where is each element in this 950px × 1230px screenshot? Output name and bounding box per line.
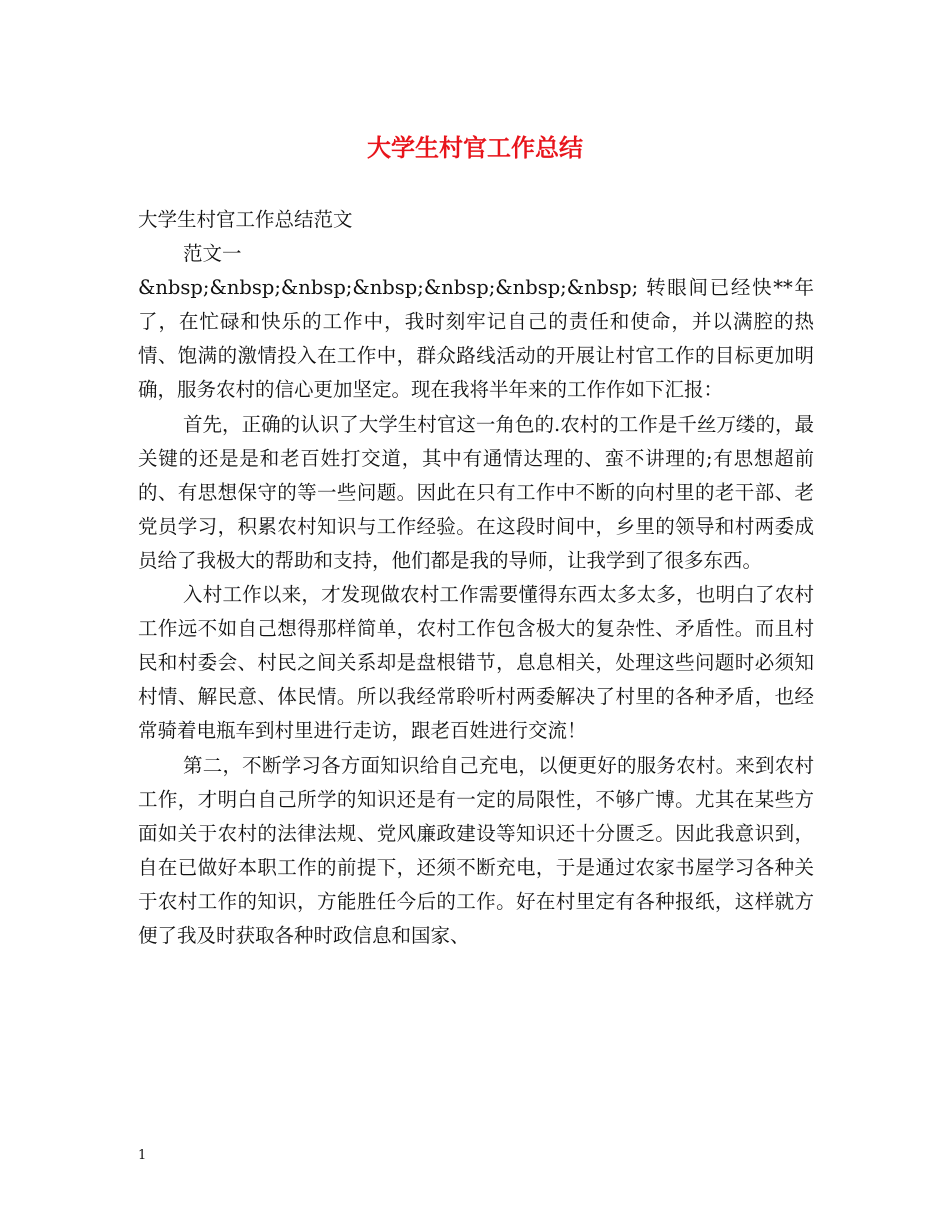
paragraph-2: 首先，正确的认识了大学生村官这一角色的.农村的工作是千丝万缕的，最关键的还是是和老百姓打交道，其中有通情达理的、蛮不讲理的;有思想超前的、有思想保守的等一些问题。因此在只有工作中不断的向村里的老干部、老党员学习，积累农村知识与工作经验。在这段时间中，乡里的领导和村两委成员给了我极大的帮助和支持，他们都是我的导师，让我学到了很多东西。 — [138, 412, 814, 572]
document-body — [138, 203, 814, 953]
section-label: 范文一 — [183, 242, 242, 266]
paragraph-3: 入村工作以来，才发现做农村工作需要懂得东西太多太多，也明白了农村工作远不如自己想得那样简单，农村工作包含极大的复杂性、矛盾性。而且村民和村委会、村民之间关系却是盘根错节，息息相关，处理这些问题时必须知村情、解民意、体民情。所以我经常聆听村两委解决了村里的各种矛盾，也经常骑着电瓶车到村里进行走访，跟老百姓进行交流！ — [138, 583, 814, 743]
page-number: 1 — [138, 1148, 147, 1163]
paragraph-1: &nbsp;&nbsp;&nbsp;&nbsp;&nbsp;&nbsp;&nbsp; 转眼间已经快**年了，在忙碌和快乐的工作中，我时刻牢记自己的责任和使命，并以满腔的热情、饱满的激情投入在工作中，群众路线活动的开展让村官工作的目标更加明确，服务农村的信心更加坚定。现在我将半年来的工作作如下汇报： — [138, 276, 814, 402]
document-title: 大学生村官工作总结 — [367, 134, 583, 162]
paragraph-4: 第二，不断学习各方面知识给自己充电，以便更好的服务农村。来到农村工作，才明白自己所学的知识还是有一定的局限性，不够广博。尤其在某些方面如关于农村的法律法规、党风廉政建设等知识还十分匮乏。因此我意识到，自在已做好本职工作的前提下，还须不断充电，于是通过农家书屋学习各种关于农村工作的知识，方能胜任今后的工作。好在村里定有各种报纸，这样就方便了我及时获取各种时政信息和国家、 — [138, 753, 814, 947]
document-subtitle: 大学生村官工作总结范文 — [138, 208, 353, 231]
